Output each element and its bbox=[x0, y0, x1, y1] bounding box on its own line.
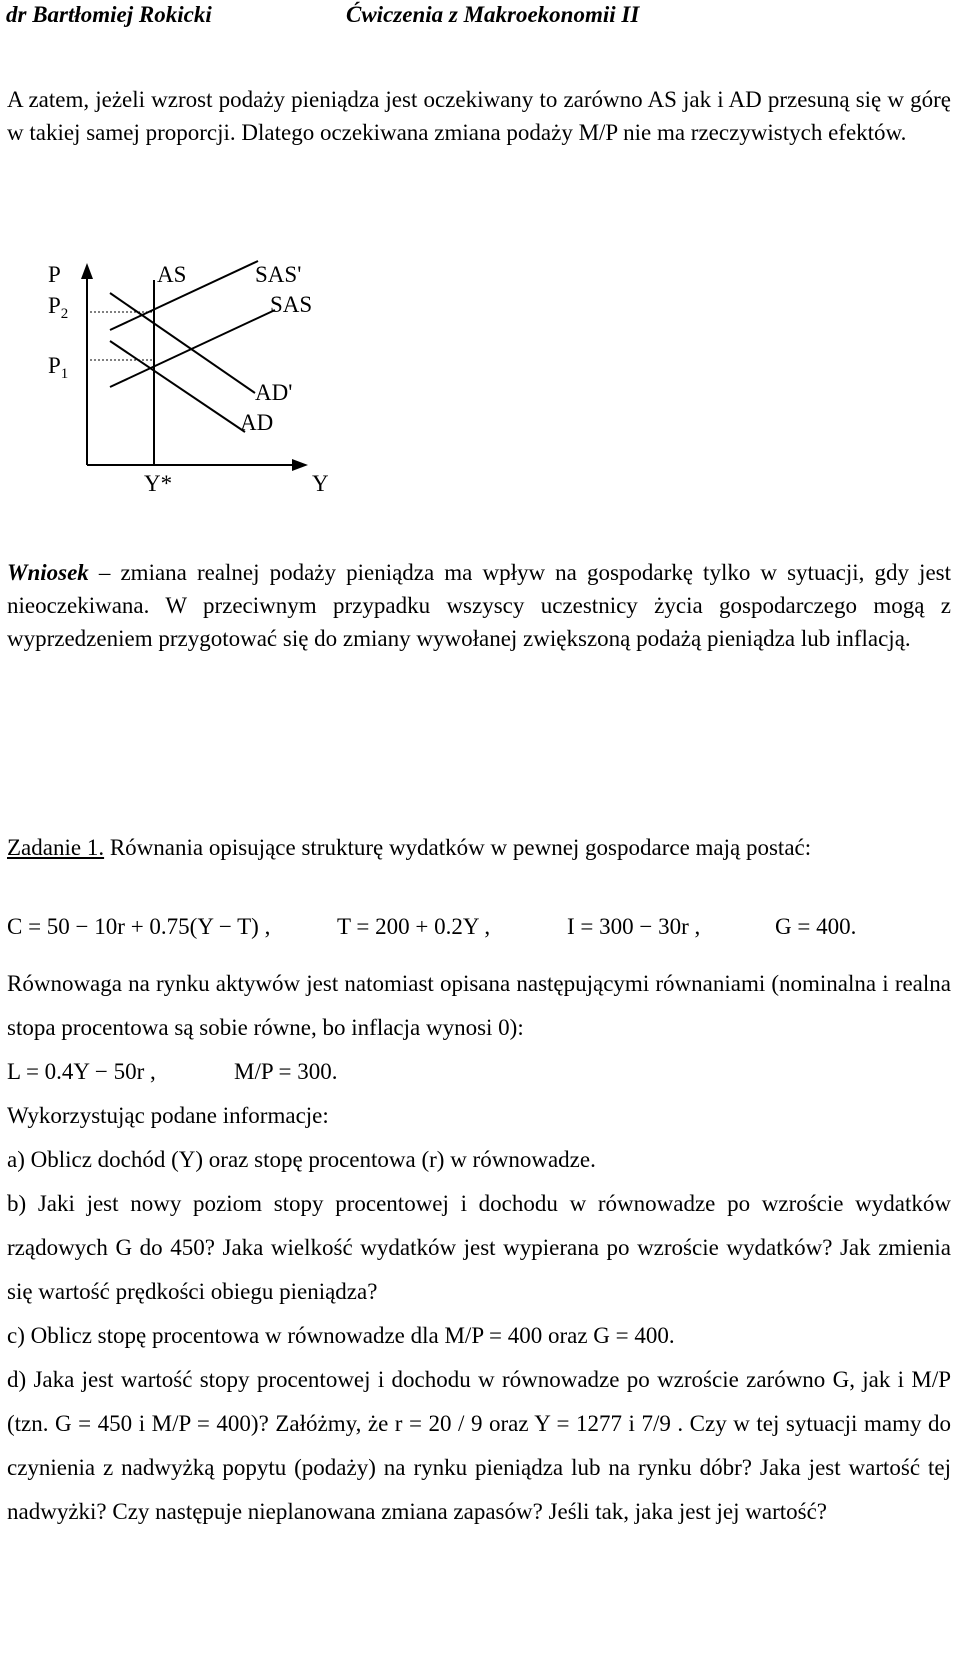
as-ad-diagram bbox=[40, 255, 360, 515]
p2-label: $P_2$ bbox=[48, 293, 69, 322]
conclusion-text: zmiana realnej podaży pieniądza ma wpływ na gospodarkę tylko w sytuacji, gdy jest nieoczekiwana. W przeciwnym przypadku wszyscy uczestnicy życia gospodarczego mogą z wyprzedzeniem przygotować się do zmiany wywołanej zwiększoną podażą pieniądza lub inflacją. bbox=[7, 560, 951, 651]
ad-label: AD bbox=[240, 410, 274, 435]
eq-taxes: T = 200 + 0.2Y , bbox=[337, 914, 491, 939]
task-intro-text: Równania opisujące strukturę wydatków w pewnej gospodarce mają postać: bbox=[104, 835, 812, 860]
eq-investment: I = 300 − 30r , bbox=[567, 914, 701, 939]
eq-consumption: C = 50 − 10r + 0.75(Y − T) , bbox=[7, 914, 271, 939]
intro-paragraph: A zatem, jeżeli wzrost podaży pieniądza jest oczekiwany to zarówno AS jak i AD przesuną się w górę w takiej samej proporcji. Dlatego oczekiwana zmiana podaży M/P nie ma rzeczywistych efektów. bbox=[7, 87, 951, 145]
as-label: AS bbox=[157, 262, 187, 287]
task-label: Zadanie 1. bbox=[7, 835, 105, 860]
sas-prime-label: SAS' bbox=[255, 262, 302, 287]
y-star-label: Y* bbox=[144, 471, 173, 496]
task-body bbox=[7, 962, 951, 1534]
course-title: Ćwiczenia z Makroekonomii II bbox=[346, 2, 640, 27]
x-axis-arrow bbox=[292, 459, 308, 471]
y-axis-arrow bbox=[81, 263, 93, 279]
sas-curve bbox=[110, 310, 275, 387]
question-d: d) Jaka jest wartość stopy procentowej i dochodu w równowadze po wzroście zarówno G, jak i M/P (tzn. G = 450 i M/P = 400)? Załóżmy, że r = 20 / 9 oraz Y = 1277 i 7/9 . Czy w tej sytuacji mamy do czynienia z nadwyżką popytu (podaży) na rynku pieniądza lub na rynku dóbr? Jaka jest wartość tej nadwyżki? Czy następuje nieplanowana zmiana zapasów? Jeśli tak, jaka jest jej wartość? bbox=[7, 1367, 951, 1524]
conclusion-term: Wniosek bbox=[7, 560, 89, 585]
question-a: a) Oblicz dochód (Y) oraz stopę procentowa (r) w równowadze. bbox=[7, 1147, 596, 1172]
as-ad-svg bbox=[40, 255, 360, 515]
author-name: dr Bartłomiej Rokicki bbox=[6, 2, 212, 27]
question-c: c) Oblicz stopę procentowa w równowadze dla M/P = 400 oraz G = 400. bbox=[7, 1323, 675, 1348]
using-info-line: Wykorzystując podane informacje: bbox=[7, 1103, 329, 1128]
ad-prime-curve bbox=[110, 293, 255, 393]
y-axis-label: P bbox=[48, 262, 61, 287]
eq-money-supply: M/P = 300. bbox=[234, 1059, 338, 1084]
money-equations bbox=[7, 1050, 951, 1094]
x-axis-label: Y bbox=[312, 471, 329, 496]
page-header bbox=[6, 2, 946, 36]
conclusion-paragraph bbox=[7, 556, 951, 655]
conclusion-dash: – bbox=[88, 560, 121, 585]
p1-label: $P_1$ bbox=[48, 353, 69, 382]
ad-prime-label: AD' bbox=[255, 380, 293, 405]
eq-money-demand: L = 0.4Y − 50r , bbox=[7, 1059, 156, 1084]
assets-paragraph: Równowaga na rynku aktywów jest natomiast opisana następującymi równaniami (nominalna i realna stopa procentowa są sobie równe, bo inflacja wynosi 0): bbox=[7, 971, 951, 1040]
sas-label: SAS bbox=[270, 292, 313, 317]
task-intro bbox=[7, 826, 951, 870]
question-b: b) Jaki jest nowy poziom stopy procentowej i dochodu w równowadze po wzroście wydatków rządowych G do 450? Jaka wielkość wydatków jest wypierana po wzroście wydatków? Jak zmienia się wartość prędkości obiegu pieniądza? bbox=[7, 1191, 951, 1304]
eq-government: G = 400. bbox=[775, 914, 857, 939]
